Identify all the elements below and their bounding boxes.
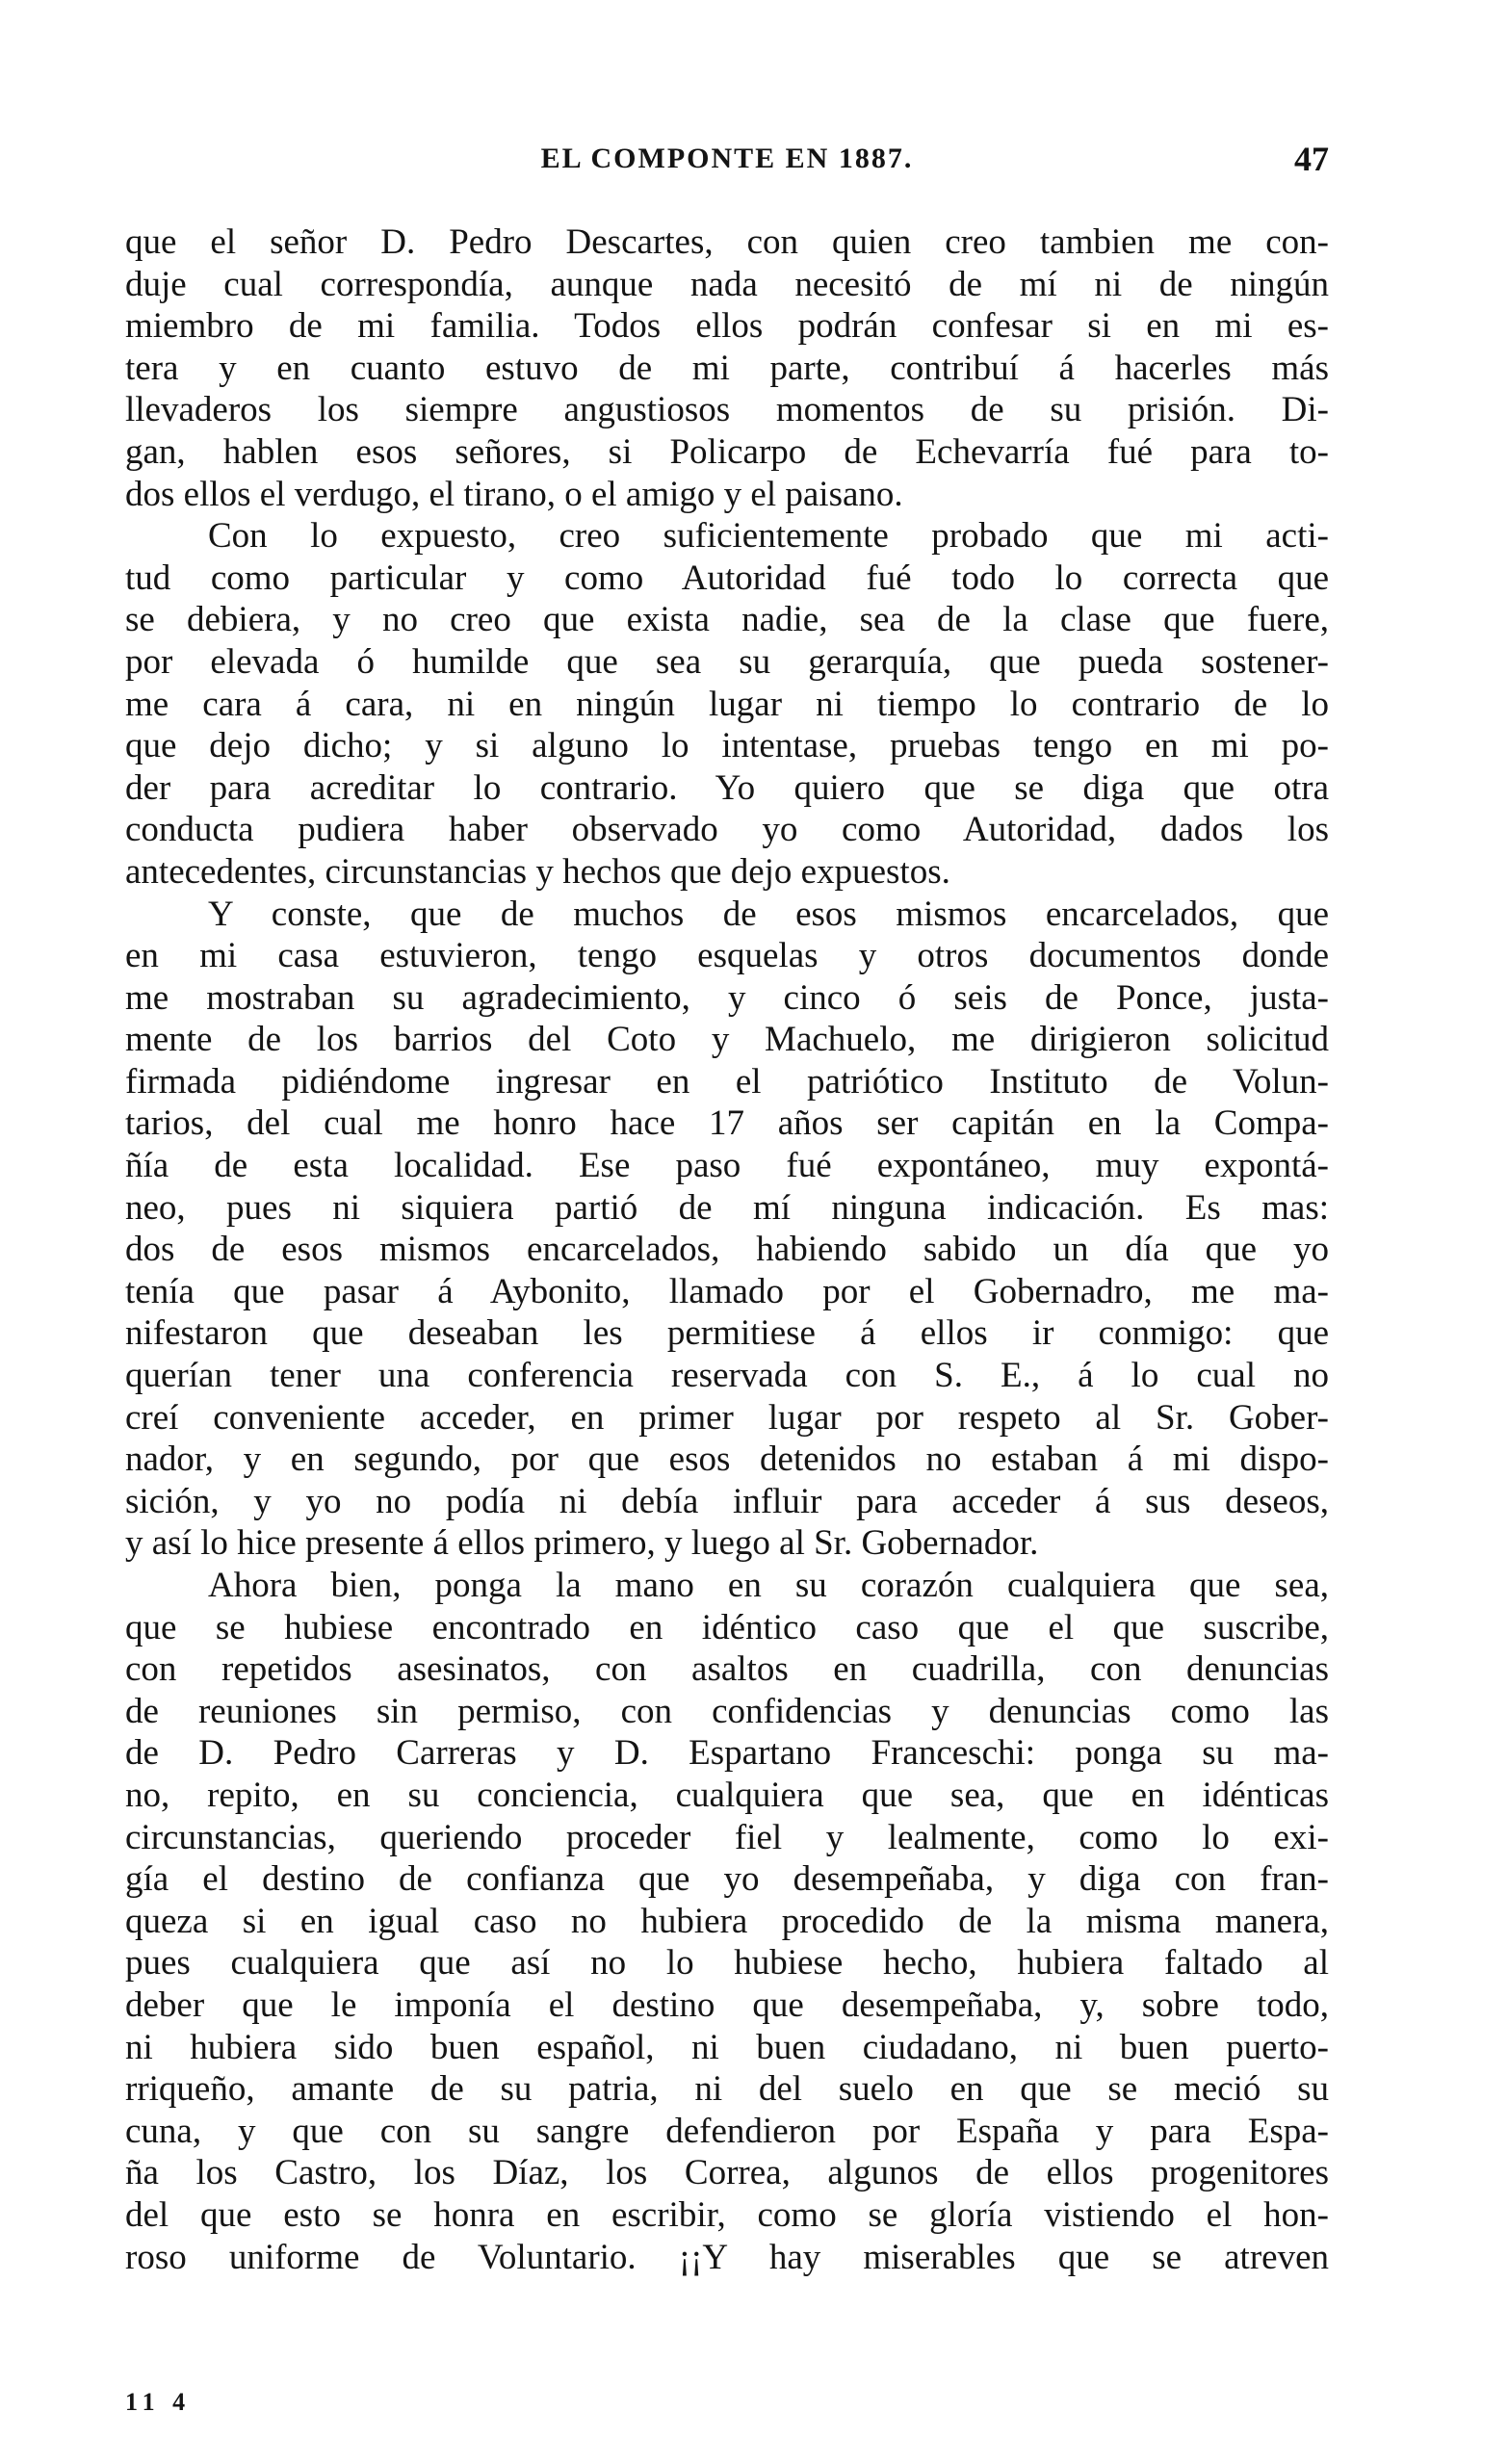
text-line: querían tener una conferencia reservada con S. E., á lo cual no [125, 1356, 1329, 1396]
text-line: por elevada ó humilde que sea su gerarquía, que pueda sostener- [125, 641, 1329, 682]
text-line: ñía de esta localidad. Ese paso fué expontáneo, muy expontá- [125, 1146, 1329, 1186]
text-line: me cara á cara, ni en ningún lugar ni tiempo lo contrario de lo [125, 684, 1329, 724]
text-line: roso uniforme de Voluntario. ¡¡Y hay miserables que se atreven [125, 2237, 1329, 2277]
text-line: Ahora bien, ponga la mano en su corazón cualquiera que sea, [208, 1566, 1329, 1605]
text-line: ni hubiera sido buen español, ni buen ciudadano, ni buen puerto- [125, 2027, 1329, 2067]
text-line: gía el destino de confianza que yo desempeñaba, y diga con fran- [125, 1859, 1329, 1900]
text-line: Y conste, que de muchos de esos mismos encarcelados, que [208, 894, 1329, 934]
text-line: del que esto se honra en escribir, como se gloría vistiendo el hon- [125, 2194, 1329, 2235]
text-line: antecedentes, circunstancias y hechos que dejo expuestos. [125, 851, 950, 892]
text-line: que se hubiese encontrado en idéntico caso que el que suscribe, [125, 1607, 1329, 1647]
text-line: tenía que pasar á Aybonito, llamado por el Gobernadro, me ma- [125, 1271, 1329, 1311]
text-line: tera y en cuanto estuvo de mi parte, contribuí á hacerles más [125, 348, 1329, 388]
text-line: der para acreditar lo contrario. Yo quiero que se diga que otra [125, 767, 1329, 808]
text-line: y así lo hice presente á ellos primero, y luego al Sr. Gobernador. [125, 1523, 1039, 1564]
text-line: neo, pues ni siquiera partió de mí ninguna indicación. Es mas: [125, 1187, 1329, 1228]
text-line: dos ellos el verdugo, el tirano, o el amigo y el paisano. [125, 474, 903, 514]
printer-signature-mark: 11 4 [125, 2388, 192, 2416]
text-line: pues cualquiera que así no lo hubiese hecho, hubiera faltado al [125, 1943, 1329, 1984]
text-line: con repetidos asesinatos, con asaltos en cuadrilla, con denuncias [125, 1649, 1329, 1690]
text-line: de D. Pedro Carreras y D. Espartano Franceschi: ponga su ma- [125, 1733, 1329, 1774]
text-line: conducta pudiera haber observado yo como Autoridad, dados los [125, 810, 1329, 850]
text-line: que dejo dicho; y si alguno lo intentase, pruebas tengo en mi po- [125, 726, 1329, 766]
text-line: queza si en igual caso no hubiera procedido de la misma manera, [125, 1901, 1329, 1941]
text-line: en mi casa estuvieron, tengo esquelas y otros documentos donde [125, 936, 1329, 976]
text-line: ña los Castro, los Díaz, los Correa, algunos de ellos progenitores [125, 2153, 1329, 2193]
text-line: miembro de mi familia. Todos ellos podrán confesar si en mi es- [125, 306, 1329, 347]
running-head [125, 135, 1329, 193]
text-line: que el señor D. Pedro Descartes, con quien creo tambien me con- [125, 222, 1329, 262]
text-line: duje cual correspondía, aunque nada necesitó de mí ni de ningún [125, 264, 1329, 304]
body-text [125, 221, 1329, 2278]
text-line: llevaderos los siempre angustiosos momentos de su prisión. Di- [125, 390, 1329, 430]
text-line: creí conveniente acceder, en primer lugar por respeto al Sr. Gober- [125, 1397, 1329, 1438]
text-line: se debiera, y no creo que exista nadie, sea de la clase que fuere, [125, 600, 1329, 640]
text-line: tarios, del cual me honro hace 17 años ser capitán en la Compa- [125, 1103, 1329, 1144]
text-line: no, repito, en su conciencia, cualquiera que sea, que en idénticas [125, 1775, 1329, 1815]
text-line: sición, y yo no podía ni debía influir para acceder á sus deseos, [125, 1481, 1329, 1521]
running-title: EL COMPONTE EN 1887. [540, 143, 914, 174]
text-line: nifestaron que deseaban les permitiese á ellos ir conmigo: que [125, 1313, 1329, 1354]
text-line: nador, y en segundo, por que esos detenidos no estaban á mi dispo- [125, 1439, 1329, 1480]
text-line: rriqueño, amante de su patria, ni del suelo en que se meció su [125, 2069, 1329, 2110]
text-line: Con lo expuesto, creo suficientemente probado que mi acti- [208, 516, 1329, 557]
text-line: dos de esos mismos encarcelados, habiendo sabido un día que yo [125, 1230, 1329, 1270]
text-line: cuna, y que con su sangre defendieron por España y para Espa- [125, 2111, 1329, 2151]
page-number: 47 [1294, 140, 1329, 178]
text-line: circunstancias, queriendo proceder fiel y lealmente, como lo exi- [125, 1817, 1329, 1857]
text-line: de reuniones sin permiso, con confidencias y denuncias como las [125, 1691, 1329, 1731]
text-line: deber que le imponía el destino que desempeñaba, y, sobre todo, [125, 1984, 1329, 2025]
text-line: mente de los barrios del Coto y Machuelo, me dirigieron solicitud [125, 1020, 1329, 1060]
text-line: tud como particular y como Autoridad fué todo lo correcta que [125, 558, 1329, 598]
text-line: firmada pidiéndome ingresar en el patriótico Instituto de Volun- [125, 1061, 1329, 1102]
text-line: gan, hablen esos señores, si Policarpo de Echevarría fué para to- [125, 431, 1329, 472]
text-line: me mostraban su agradecimiento, y cinco ó seis de Ponce, justa- [125, 977, 1329, 1018]
